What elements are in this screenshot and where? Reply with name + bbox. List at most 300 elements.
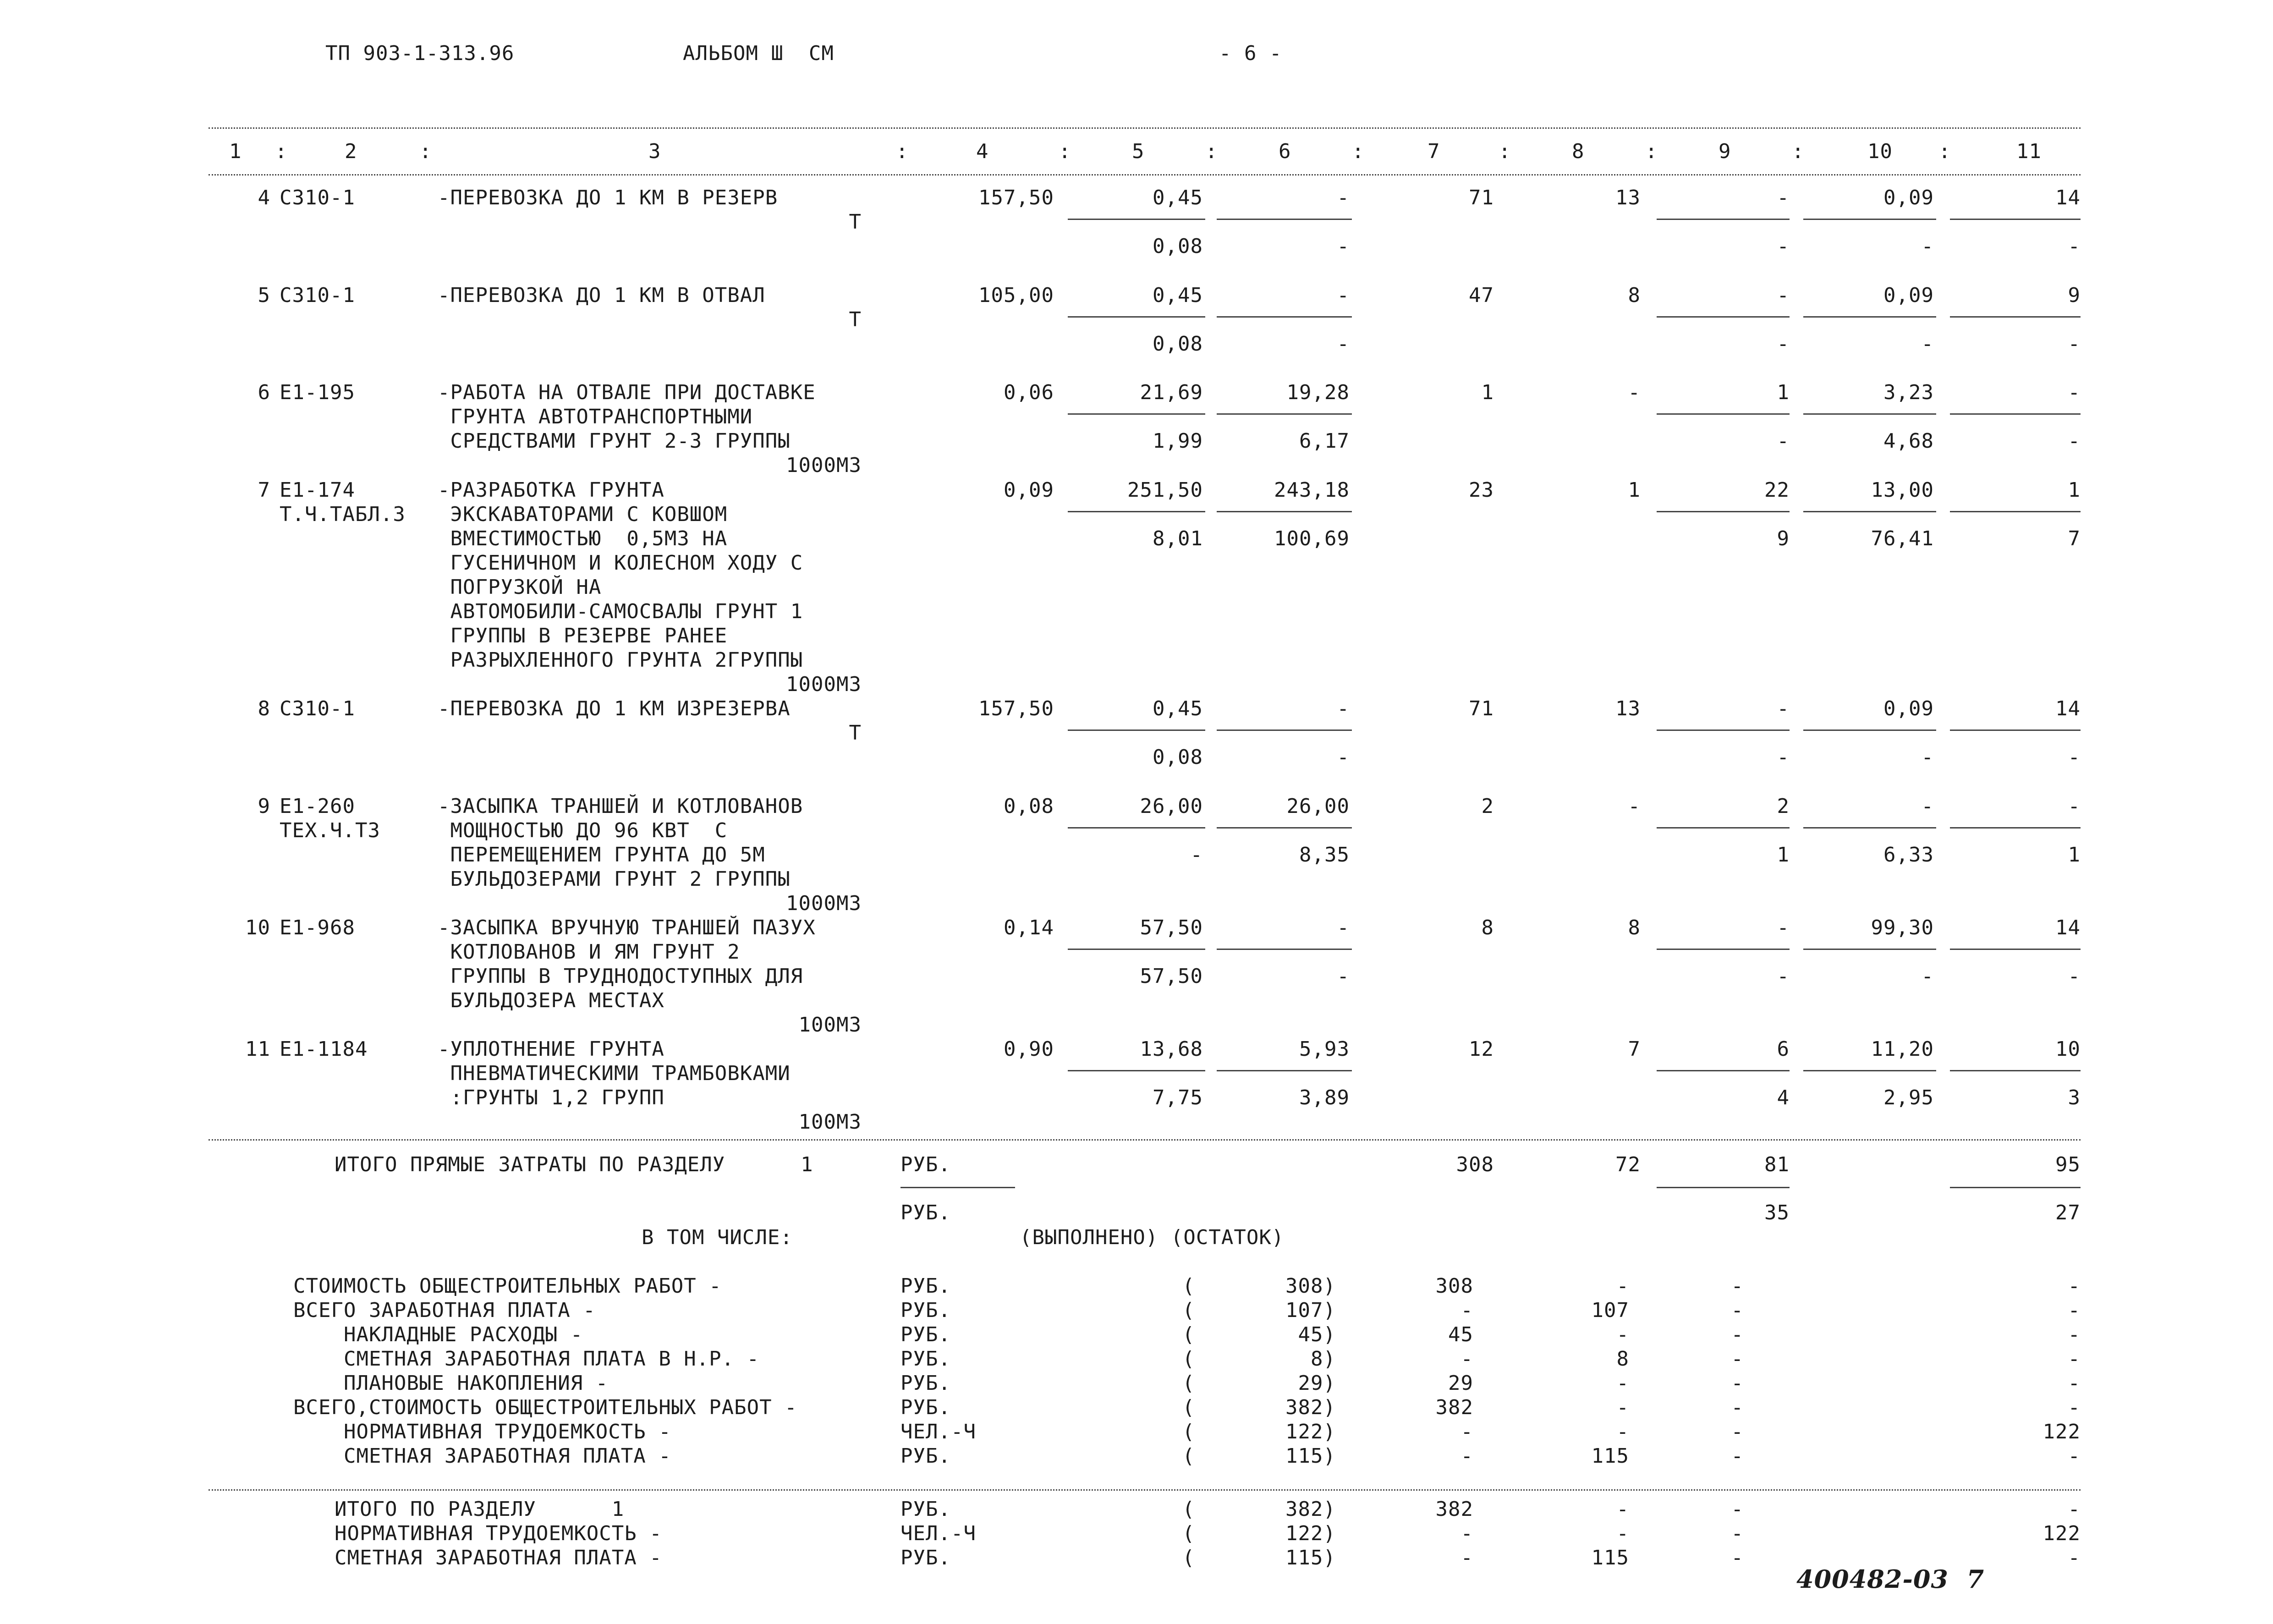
fraction-line [1950, 1070, 2081, 1071]
summary-label: НОРМАТИВНАЯ ТРУДОЕМКОСТЬ - [293, 1420, 671, 1443]
final-value: 382) [1285, 1498, 1336, 1521]
summary-label: НАКЛАДНЫЕ РАСХОДЫ - [293, 1323, 583, 1346]
final-wages: 115 [1591, 1546, 1629, 1569]
fraction-line [1803, 827, 1936, 828]
cell-unit-cost-bottom: 0,08 [1153, 235, 1203, 258]
column-separator: : [1499, 140, 1511, 163]
summary-cost: - [1460, 1299, 1473, 1322]
column-header: 9 [1718, 140, 1731, 163]
cell-machine-cost-bottom: - [1337, 746, 1350, 769]
row-description: ПЕРЕМЕЩЕНИЕМ ГРУНТА ДО 5М [438, 843, 765, 867]
summary-value: 122) [1285, 1420, 1336, 1443]
cell-labor-top: 0,09 [1883, 697, 1934, 720]
summary-machine: - [1731, 1420, 1744, 1443]
cell-total-cost: 71 [1469, 697, 1494, 720]
cell-machine-cost-bottom: 8,35 [1299, 843, 1350, 867]
fraction-line [1068, 949, 1205, 950]
cell-labor-total-bottom: - [2068, 746, 2081, 769]
fraction-line [1803, 1070, 1936, 1071]
cell-total-cost: 23 [1469, 478, 1494, 502]
cell-labor-total-top: 14 [2055, 186, 2081, 209]
row-number: 8 [258, 697, 270, 720]
column-header: 11 [2016, 140, 2042, 163]
cell-wages: 8 [1628, 284, 1641, 307]
summary-unit: ЧЕЛ.-Ч [900, 1420, 976, 1443]
cell-labor-bottom: 4,68 [1883, 429, 1934, 453]
cell-labor-total-top: 10 [2055, 1037, 2081, 1061]
summary-labor: - [2068, 1372, 2081, 1395]
totals-machine: 81 [1764, 1153, 1790, 1176]
fraction-line [1068, 1070, 1205, 1071]
row-description: :ГРУНТЫ 1,2 ГРУПП [438, 1086, 664, 1109]
final-cost: 382 [1435, 1498, 1473, 1521]
summary-value: 45) [1298, 1323, 1336, 1346]
cell-unit-cost-bottom: 57,50 [1140, 965, 1203, 988]
cell-quantity: 0,09 [1004, 478, 1054, 502]
row-description: -ПЕРЕВОЗКА ДО 1 КМ В РЕЗЕРВ [438, 186, 778, 209]
row-unit: 100М3 [798, 1013, 862, 1037]
row-number: 4 [258, 186, 270, 209]
cell-total-cost: 71 [1469, 186, 1494, 209]
cell-machine-cost-bottom: - [1337, 235, 1350, 258]
row-code: ТЕХ.Ч.Т3 [280, 819, 380, 842]
cell-machine-total-top: 22 [1764, 478, 1790, 502]
row-unit: 1000М3 [786, 892, 862, 915]
row-description: БУЛЬДОЗЕРА МЕСТАХ [438, 989, 664, 1012]
column-separator: : [419, 140, 432, 163]
final-wages: - [1616, 1498, 1629, 1521]
summary-machine: - [1731, 1396, 1744, 1419]
fraction-line [1217, 827, 1352, 828]
row-code: Е1-1184 [280, 1037, 368, 1061]
column-separator: : [1645, 140, 1658, 163]
cell-wages: 13 [1615, 186, 1641, 209]
totals-unit: РУБ. [900, 1153, 951, 1176]
cell-unit-cost-bottom: 0,08 [1153, 746, 1203, 769]
cell-labor-top: 0,09 [1883, 186, 1934, 209]
cell-labor-total-bottom: - [2068, 332, 2081, 356]
cell-wages: 13 [1615, 697, 1641, 720]
cell-labor-bottom: 2,95 [1883, 1086, 1934, 1109]
summary-unit: РУБ. [900, 1396, 951, 1419]
row-description: ЭКСКАВАТОРАМИ С КОВШОМ [438, 503, 728, 526]
handwritten-note: 400482-03 7 [1796, 1564, 1985, 1594]
cell-labor-top: 11,20 [1871, 1037, 1934, 1061]
summary-value: 382) [1285, 1396, 1336, 1419]
cell-unit-cost-top: 21,69 [1140, 381, 1203, 404]
summary-unit: РУБ. [900, 1274, 951, 1298]
summary-paren: ( [1182, 1444, 1195, 1468]
cell-machine-cost-bottom: 6,17 [1299, 429, 1350, 453]
fraction-line [1217, 219, 1352, 220]
cell-machine-total-bottom: 1 [1777, 843, 1790, 867]
cell-labor-bottom: - [1921, 965, 1934, 988]
summary-paren: ( [1182, 1372, 1195, 1395]
summary-paren: ( [1182, 1420, 1195, 1443]
doc-code: ТП 903-1-313.96 [325, 42, 515, 65]
row-code: Е1-260 [280, 795, 355, 818]
column-header: 6 [1279, 140, 1291, 163]
cell-labor-total-top: - [2068, 381, 2081, 404]
final-paren: ( [1182, 1546, 1195, 1569]
cell-machine-total-top: 2 [1777, 795, 1790, 818]
row-number: 5 [258, 284, 270, 307]
fraction-line [1803, 730, 1936, 731]
row-description: ГРУНТА АВТОТРАНСПОРТНЫМИ [438, 405, 753, 428]
summary-wages: 107 [1591, 1299, 1629, 1322]
cell-quantity: 0,06 [1004, 381, 1054, 404]
row-description: АВТОМОБИЛИ-САМОСВАЛЫ ГРУНТ 1 [438, 600, 803, 623]
fraction-line [1950, 730, 2081, 731]
summary-label: ВСЕГО ЗАРАБОТНАЯ ПЛАТА - [293, 1299, 596, 1322]
summary-label: СТОИМОСТЬ ОБЩЕСТРОИТЕЛЬНЫХ РАБОТ - [293, 1274, 722, 1298]
cell-labor-top: 3,23 [1883, 381, 1934, 404]
summary-wages: - [1616, 1274, 1629, 1298]
summary-value: 115) [1285, 1444, 1336, 1468]
summary-labor: - [2068, 1323, 2081, 1346]
row-number: 7 [258, 478, 270, 502]
cell-machine-total-bottom: - [1777, 965, 1790, 988]
summary-unit: РУБ. [900, 1372, 951, 1395]
final-value: 115) [1285, 1546, 1336, 1569]
album-label: АЛЬБОМ Ш СМ [683, 42, 834, 65]
cell-quantity: 0,08 [1004, 795, 1054, 818]
row-unit: 1000М3 [786, 673, 862, 696]
cell-machine-total-bottom: - [1777, 746, 1790, 769]
cell-labor-total-bottom: 3 [2068, 1086, 2081, 1109]
summary-labor: - [2068, 1274, 2081, 1298]
row-description: -ПЕРЕВОЗКА ДО 1 КМ В ОТВАЛ [438, 284, 765, 307]
row-description: -ЗАСЫПКА ТРАНШЕЙ И КОТЛОВАНОВ [438, 795, 803, 818]
fraction-line [1068, 316, 1205, 318]
row-number: 11 [245, 1037, 270, 1061]
summary-wages: 8 [1616, 1347, 1629, 1371]
cell-machine-total-bottom: - [1777, 235, 1790, 258]
cell-labor-total-top: - [2068, 795, 2081, 818]
fraction-line [1068, 730, 1205, 731]
cell-unit-cost-top: 0,45 [1153, 186, 1203, 209]
row-description: ГРУППЫ В ТРУДНОДОСТУПНЫХ ДЛЯ [438, 965, 803, 988]
cell-machine-cost-bottom: - [1337, 965, 1350, 988]
fraction-line [1803, 511, 1936, 512]
summary-cost: - [1460, 1420, 1473, 1443]
row-description: МОЩНОСТЬЮ ДО 96 КВТ С [438, 819, 728, 842]
cell-total-cost: 1 [1481, 381, 1494, 404]
cell-labor-total-top: 14 [2055, 916, 2081, 939]
fraction-line [1068, 827, 1205, 828]
summary-value: 308) [1285, 1274, 1336, 1298]
final-label: ИТОГО ПО РАЗДЕЛУ 1 [335, 1498, 625, 1521]
row-number: 6 [258, 381, 270, 404]
cell-machine-total-bottom: - [1777, 332, 1790, 356]
cell-labor-total-top: 14 [2055, 697, 2081, 720]
cell-machine-total-top: 6 [1777, 1037, 1790, 1061]
cell-labor-total-top: 1 [2068, 478, 2081, 502]
row-unit: 100М3 [798, 1110, 862, 1134]
summary-rule [209, 1489, 2081, 1491]
cell-unit-cost-top: 13,68 [1140, 1037, 1203, 1061]
summary-paren: ( [1182, 1274, 1195, 1298]
cell-labor-top: - [1921, 795, 1934, 818]
row-unit: 1000М3 [786, 454, 862, 477]
fraction-line [1657, 219, 1790, 220]
summary-machine: - [1731, 1372, 1744, 1395]
cell-machine-total-top: 1 [1777, 381, 1790, 404]
header-top-rule [209, 127, 2081, 129]
cell-machine-total-top: - [1777, 697, 1790, 720]
cell-wages: 1 [1628, 478, 1641, 502]
summary-labor: - [2068, 1396, 2081, 1419]
summary-cost: 29 [1448, 1372, 1473, 1395]
totals-rule [209, 1139, 2081, 1141]
totals-fraction-line [900, 1187, 1015, 1188]
cell-quantity: 157,50 [978, 697, 1054, 720]
summary-cost: - [1460, 1444, 1473, 1468]
fraction-line [1950, 511, 2081, 512]
cell-machine-total-top: - [1777, 284, 1790, 307]
summary-wages: - [1616, 1396, 1629, 1419]
fraction-line [1068, 511, 1205, 512]
final-labor: - [2068, 1498, 2081, 1521]
cell-unit-cost-bottom: - [1190, 843, 1203, 867]
totals-machine-2: 35 [1764, 1201, 1790, 1224]
totals-wages: 72 [1615, 1153, 1641, 1176]
cell-machine-cost-top: 26,00 [1286, 795, 1350, 818]
summary-machine: - [1731, 1274, 1744, 1298]
cell-labor-bottom: - [1921, 332, 1934, 356]
summary-machine: - [1731, 1444, 1744, 1468]
fraction-line [1217, 511, 1352, 512]
fraction-line [1803, 316, 1936, 318]
cell-machine-cost-bottom: 100,69 [1274, 527, 1350, 550]
summary-paren: ( [1182, 1323, 1195, 1346]
summary-label: ПЛАНОВЫЕ НАКОПЛЕНИЯ - [293, 1372, 609, 1395]
fraction-line [1950, 316, 2081, 318]
cell-labor-bottom: 6,33 [1883, 843, 1934, 867]
row-description: -ПЕРЕВОЗКА ДО 1 КМ ИЗРЕЗЕРВА [438, 697, 791, 720]
cell-machine-cost-top: - [1337, 916, 1350, 939]
summary-unit: РУБ. [900, 1347, 951, 1371]
row-code: Е1-195 [280, 381, 355, 404]
cell-machine-cost-top: 243,18 [1274, 478, 1350, 502]
cell-quantity: 0,14 [1004, 916, 1054, 939]
cell-total-cost: 8 [1481, 916, 1494, 939]
cell-labor-total-bottom: - [2068, 965, 2081, 988]
final-machine: - [1731, 1498, 1744, 1521]
summary-wages: - [1616, 1372, 1629, 1395]
cell-machine-cost-top: - [1337, 697, 1350, 720]
column-header: 7 [1427, 140, 1440, 163]
final-value: 122) [1285, 1522, 1336, 1545]
row-code: С310-1 [280, 697, 355, 720]
fraction-line [1217, 316, 1352, 318]
column-header: 10 [1867, 140, 1893, 163]
summary-unit: РУБ. [900, 1299, 951, 1322]
fraction-line [1217, 413, 1352, 415]
summary-value: 29) [1298, 1372, 1336, 1395]
column-separator: : [275, 140, 288, 163]
cell-quantity: 0,90 [1004, 1037, 1054, 1061]
cell-machine-cost-top: 19,28 [1286, 381, 1350, 404]
row-description: КОТЛОВАНОВ И ЯМ ГРУНТ 2 [438, 940, 740, 964]
totals-labor-2: 27 [2055, 1201, 2081, 1224]
summary-value: 8) [1311, 1347, 1336, 1371]
cell-labor-bottom: - [1921, 746, 1934, 769]
summary-cost: 308 [1435, 1274, 1473, 1298]
final-paren: ( [1182, 1522, 1195, 1545]
cell-labor-top: 13,00 [1871, 478, 1934, 502]
cell-machine-cost-bottom: - [1337, 332, 1350, 356]
cell-total-cost: 47 [1469, 284, 1494, 307]
summary-paren: ( [1182, 1396, 1195, 1419]
summary-label: СМЕТНАЯ ЗАРАБОТНАЯ ПЛАТА В Н.Р. - [293, 1347, 760, 1371]
summary-label: СМЕТНАЯ ЗАРАБОТНАЯ ПЛАТА - [293, 1444, 671, 1468]
summary-machine: - [1731, 1299, 1744, 1322]
row-code: Е1-968 [280, 916, 355, 939]
including-columns: (ВЫПОЛНЕНО) (ОСТАТОК) [1020, 1226, 1285, 1249]
cell-unit-cost-bottom: 1,99 [1153, 429, 1203, 453]
summary-unit: РУБ. [900, 1323, 951, 1346]
final-labor: - [2068, 1546, 2081, 1569]
row-code: Е1-174 [280, 478, 355, 502]
totals-fraction-line [1657, 1187, 1790, 1188]
cell-quantity: 105,00 [978, 284, 1054, 307]
row-description: -ЗАСЫПКА ВРУЧНУЮ ТРАНШЕЙ ПАЗУХ [438, 916, 816, 939]
cell-labor-total-bottom: - [2068, 235, 2081, 258]
fraction-line [1657, 949, 1790, 950]
page-number: - 6 - [1219, 42, 1282, 65]
row-description: ПНЕВМАТИЧЕСКИМИ ТРАМБОВКАМИ [438, 1062, 791, 1085]
cell-wages: - [1628, 795, 1641, 818]
fraction-line [1217, 730, 1352, 731]
totals-unit-2: РУБ. [900, 1201, 951, 1224]
cell-machine-total-bottom: - [1777, 429, 1790, 453]
summary-wages: - [1616, 1420, 1629, 1443]
summary-unit: РУБ. [900, 1444, 951, 1468]
column-separator: : [1059, 140, 1071, 163]
column-header: 3 [648, 140, 661, 163]
row-description: -УПЛОТНЕНИЕ ГРУНТА [438, 1037, 664, 1061]
cell-machine-cost-top: - [1337, 284, 1350, 307]
totals-fraction-line [1950, 1187, 2081, 1188]
final-labor: 122 [2042, 1522, 2081, 1545]
cell-labor-bottom: - [1921, 235, 1934, 258]
final-unit: РУБ. [900, 1546, 951, 1569]
cell-unit-cost-bottom: 8,01 [1153, 527, 1203, 550]
final-cost: - [1460, 1546, 1473, 1569]
fraction-line [1803, 413, 1936, 415]
row-unit: Т [849, 210, 862, 234]
cell-machine-cost-bottom: 3,89 [1299, 1086, 1350, 1109]
cell-machine-total-bottom: 4 [1777, 1086, 1790, 1109]
final-label: НОРМАТИВНАЯ ТРУДОЕМКОСТЬ - [335, 1522, 662, 1545]
totals-label: ИТОГО ПРЯМЫЕ ЗАТРАТЫ ПО РАЗДЕЛУ 1 [335, 1153, 813, 1176]
fraction-line [1950, 949, 2081, 950]
row-number: 9 [258, 795, 270, 818]
summary-value: 107) [1285, 1299, 1336, 1322]
fraction-line [1657, 1070, 1790, 1071]
column-separator: : [1792, 140, 1805, 163]
summary-cost: 45 [1448, 1323, 1473, 1346]
fraction-line [1803, 949, 1936, 950]
fraction-line [1803, 219, 1936, 220]
row-code: С310-1 [280, 284, 355, 307]
final-wages: - [1616, 1522, 1629, 1545]
row-description: ГРУППЫ В РЕЗЕРВЕ РАНЕЕ [438, 624, 728, 647]
cell-labor-total-bottom: 7 [2068, 527, 2081, 550]
including-label: В ТОМ ЧИСЛЕ: [642, 1226, 793, 1249]
fraction-line [1657, 511, 1790, 512]
row-description: СРЕДСТВАМИ ГРУНТ 2-3 ГРУППЫ [438, 429, 791, 453]
cell-machine-total-bottom: 9 [1777, 527, 1790, 550]
cell-unit-cost-top: 0,45 [1153, 697, 1203, 720]
column-header: 2 [345, 140, 357, 163]
summary-labor: - [2068, 1299, 2081, 1322]
cell-unit-cost-bottom: 7,75 [1153, 1086, 1203, 1109]
cell-machine-cost-top: 5,93 [1299, 1037, 1350, 1061]
row-description: ГУСЕНИЧНОМ И КОЛЕСНОМ ХОДУ С [438, 551, 803, 575]
cell-total-cost: 12 [1469, 1037, 1494, 1061]
cell-machine-total-top: - [1777, 916, 1790, 939]
row-description: ПОГРУЗКОЙ НА [438, 576, 602, 599]
row-number: 10 [245, 916, 270, 939]
column-separator: : [1938, 140, 1951, 163]
cell-labor-top: 0,09 [1883, 284, 1934, 307]
column-separator: : [1205, 140, 1218, 163]
fraction-line [1657, 827, 1790, 828]
cell-unit-cost-top: 0,45 [1153, 284, 1203, 307]
fraction-line [1657, 316, 1790, 318]
summary-machine: - [1731, 1323, 1744, 1346]
final-unit: РУБ. [900, 1498, 951, 1521]
cell-wages: - [1628, 381, 1641, 404]
final-cost: - [1460, 1522, 1473, 1545]
row-description: ВМЕСТИМОСТЬЮ 0,5М3 НА [438, 527, 728, 550]
totals-cost: 308 [1456, 1153, 1494, 1176]
cell-unit-cost-bottom: 0,08 [1153, 332, 1203, 356]
summary-machine: - [1731, 1347, 1744, 1371]
cell-wages: 7 [1628, 1037, 1641, 1061]
fraction-line [1068, 219, 1205, 220]
column-separator: : [896, 140, 909, 163]
cell-labor-total-bottom: - [2068, 429, 2081, 453]
row-unit: Т [849, 721, 862, 745]
final-paren: ( [1182, 1498, 1195, 1521]
column-header: 4 [976, 140, 989, 163]
summary-wages: 115 [1591, 1444, 1629, 1468]
row-code: Т.Ч.ТАБЛ.3 [280, 503, 406, 526]
cell-labor-total-top: 9 [2068, 284, 2081, 307]
row-code: С310-1 [280, 186, 355, 209]
cell-machine-total-top: - [1777, 186, 1790, 209]
summary-paren: ( [1182, 1347, 1195, 1371]
row-description: РАЗРЫХЛЕННОГО ГРУНТА 2ГРУППЫ [438, 648, 803, 672]
fraction-line [1068, 413, 1205, 415]
summary-paren: ( [1182, 1299, 1195, 1322]
final-machine: - [1731, 1546, 1744, 1569]
summary-labor: - [2068, 1444, 2081, 1468]
row-description: -РАЗРАБОТКА ГРУНТА [438, 478, 664, 502]
final-machine: - [1731, 1522, 1744, 1545]
cell-machine-cost-top: - [1337, 186, 1350, 209]
cell-labor-total-bottom: 1 [2068, 843, 2081, 867]
totals-labor: 95 [2055, 1153, 2081, 1176]
summary-cost: - [1460, 1347, 1473, 1371]
summary-labor: - [2068, 1347, 2081, 1371]
summary-cost: 382 [1435, 1396, 1473, 1419]
fraction-line [1657, 730, 1790, 731]
row-unit: Т [849, 308, 862, 331]
